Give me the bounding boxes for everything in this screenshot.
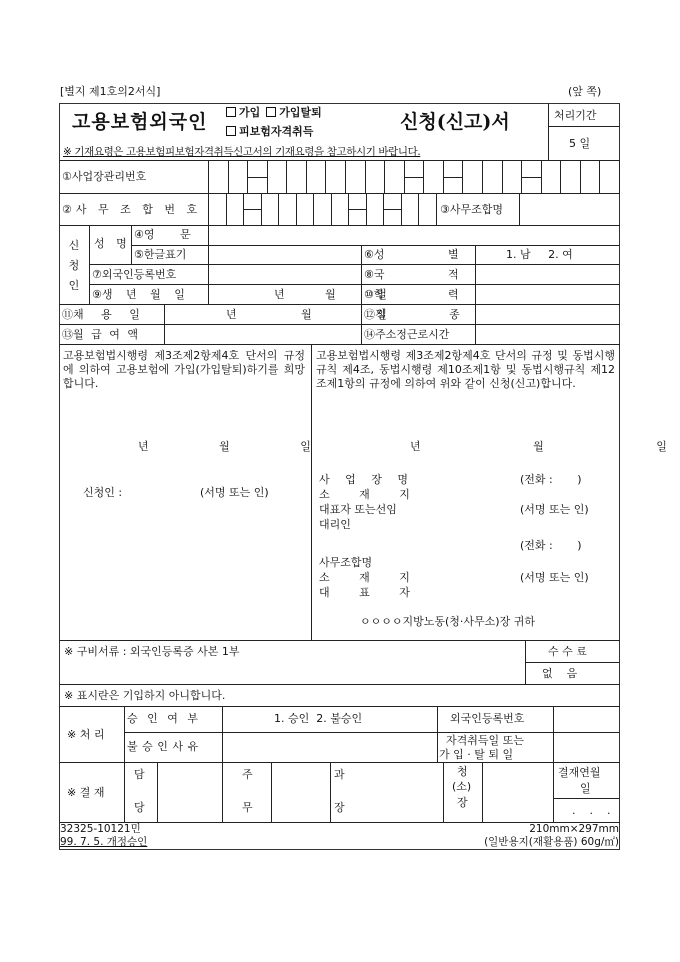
name-english-label: ④영 문 [134, 228, 191, 241]
job-type-label: ⑫직 종 [364, 308, 460, 321]
monthly-wage-label: ⑬월 급 여 액 [62, 328, 138, 341]
paper-size: 210mm×297mm [529, 823, 619, 835]
acquisition-date-input[interactable] [554, 733, 619, 761]
job-type-input[interactable] [476, 305, 619, 323]
right-declaration-date[interactable]: 년 월 일 [410, 440, 667, 453]
digit-box-divider [296, 193, 297, 225]
form-title-left: 고용보험외국인 [72, 111, 208, 133]
digit-separator-dash [521, 177, 541, 178]
role-chief-top: 주 [242, 768, 253, 781]
digit-box-divider [482, 160, 483, 193]
association-name-label: 사무조합명 [319, 556, 373, 569]
name-label: 성 명 [94, 237, 131, 250]
role-chief-bottom: 무 [242, 801, 253, 814]
education-input[interactable] [476, 285, 619, 303]
digit-box-divider [365, 160, 366, 193]
approval-date-label-2: 일 [580, 782, 591, 795]
digit-box-divider [228, 160, 229, 193]
role-director-top: 청 [457, 765, 468, 778]
approval-date-value[interactable]: . . . [572, 804, 611, 817]
processing-label: ※ 처 리 [67, 728, 105, 741]
approval-status-options[interactable]: 1. 승인 2. 불승인 [274, 712, 363, 725]
sex-label: ⑥성 별 [364, 248, 459, 261]
digit-box-divider [580, 160, 581, 193]
digit-separator-dash [443, 177, 463, 178]
digit-separator-dash [404, 177, 424, 178]
form-code: 32325-10121민 [60, 823, 141, 835]
digit-box-divider [366, 193, 367, 225]
approval-status-label: 승 인 여 부 [127, 712, 198, 725]
right-declaration-text: 고용보험법시행령 제3조제2항제4호 단서의 규정 및 동법시행규칙 제4조, 동법시행령 제10조제1항 및 동법시행규칙 제12조제1항의 규정에 의하여 위와 같이 신청(신고)합니다. [316, 349, 615, 390]
digit-box-divider [208, 193, 209, 225]
business-phone-field[interactable]: (전화 : ) [520, 473, 582, 486]
option-acquire-label: 피보험자격취득 [239, 125, 314, 138]
digit-separator-dash [247, 177, 267, 178]
digit-box-divider [226, 193, 227, 225]
digit-box-divider [619, 160, 620, 193]
approval-date-label-1: 결재연월 [558, 766, 601, 779]
office-alien-number-label: 외국인등록번호 [450, 712, 525, 725]
digit-separator-dash [383, 209, 401, 210]
office-use-notice: ※ 표시란은 기입하지 아니합니다. [64, 689, 226, 702]
digit-box-divider [401, 193, 402, 225]
option-join-label: 가입 [239, 106, 261, 119]
alien-registration-input[interactable] [209, 265, 360, 283]
left-declaration-date[interactable]: 년 월 일 [138, 440, 311, 453]
paper-spec: (일반용지(재활용품) 60g/㎡) [484, 836, 619, 848]
rejection-reason-label: 불 승 인 사 유 [127, 740, 199, 753]
role-clerk-top: 담 [134, 768, 145, 781]
nationality-label: ⑧국 적 [364, 268, 459, 281]
digit-box-divider [313, 193, 314, 225]
hire-date-input[interactable]: 년 월 일 [226, 308, 387, 321]
association-rep-label: 대 표 자 [319, 586, 410, 599]
rejection-reason-input[interactable] [223, 733, 436, 761]
checkbox-acquire[interactable] [226, 126, 236, 136]
option-withdraw[interactable] [266, 106, 322, 119]
left-signer-label: 신청인 : [83, 486, 123, 499]
name-korean-label: ⑤한글표기 [134, 248, 187, 261]
representative-label: 대표자 또는선임 [319, 503, 397, 516]
digit-box-divider [560, 160, 561, 193]
association-signature-field[interactable]: (서명 또는 인) [520, 571, 589, 584]
office-alien-number-input[interactable] [554, 707, 619, 731]
option-acquire[interactable] [226, 125, 313, 138]
applicant-label: 신청인 [68, 239, 80, 292]
digit-box-divider [345, 160, 346, 193]
required-documents: ※ 구비서류 : 외국인등록증 사본 1부 [64, 645, 240, 658]
acquisition-date-label-1: 자격취득일 또는 [446, 734, 524, 747]
representative-signature-field[interactable]: (서명 또는 인) [520, 503, 589, 516]
workplace-number-label: ①사업장관리번호 [62, 170, 147, 183]
left-declaration-text: 고용보험법시행령 제3조제2항제4호 단서의 규정에 의하여 고용보험에 가입(가입탈퇴)하기를 희망합니다. [63, 349, 305, 390]
acquisition-date-label-2: 가 입 · 탈 퇴 일 [439, 748, 514, 761]
business-location-label: 소 재 지 [319, 488, 410, 501]
role-director-mid: (소) [452, 780, 472, 793]
checkbox-withdraw[interactable] [266, 107, 276, 117]
digit-separator-dash [348, 209, 366, 210]
option-withdraw-label: 가입탈퇴 [279, 106, 322, 119]
association-location-label: 소 재 지 [319, 571, 410, 584]
digit-box-divider [541, 160, 542, 193]
name-korean-input[interactable] [209, 246, 360, 263]
alien-registration-label: ⑦외국인등록번호 [92, 268, 177, 281]
sex-options[interactable]: 1. 남 2. 여 [506, 248, 573, 261]
digit-box-divider [599, 160, 600, 193]
weekly-hours-input[interactable] [476, 325, 619, 343]
role-manager-top: 과 [334, 768, 345, 781]
digit-box-divider [384, 160, 385, 193]
role-clerk-bottom: 당 [134, 801, 145, 814]
business-name-label: 사 업 장 명 [319, 473, 408, 486]
chief-signature-box[interactable] [272, 763, 329, 821]
revision-approval: 99. 7. 5. 개정승인 [60, 836, 148, 848]
form-reference: [별지 제1호의2서식] [60, 85, 161, 98]
nationality-input[interactable] [476, 265, 619, 283]
digit-box-divider [325, 160, 326, 193]
office-name-label: ③사무조합명 [440, 203, 503, 216]
fee-value: 없 음 [542, 667, 578, 680]
fee-label: 수 수 료 [548, 645, 587, 658]
digit-box-divider [286, 160, 287, 193]
approval-label: ※ 결 재 [67, 786, 105, 799]
office-number-label: ②사 무 조 합 번 호 [62, 203, 202, 216]
digit-box-divider [418, 193, 419, 225]
digit-box-divider [267, 160, 268, 193]
agent-phone-field[interactable]: (전화 : ) [520, 539, 582, 552]
role-manager-bottom: 장 [334, 801, 345, 814]
digit-box-divider [306, 160, 307, 193]
form-title-right: 신청(신고)서 [400, 111, 510, 133]
digit-box-divider [502, 160, 503, 193]
addressee: ㅇㅇㅇㅇ지방노동(청·사무소)장 귀하 [360, 615, 535, 628]
clerk-signature-box[interactable] [158, 763, 221, 821]
option-row-1 [226, 106, 386, 119]
form-instruction-note: ※ 기재요령은 고용보험피보험자격취득신고서의 기재요령을 참고하시기 바랍니다. [63, 146, 421, 158]
option-join[interactable] [226, 106, 260, 119]
monthly-wage-input[interactable] [165, 325, 360, 343]
digit-box-divider [331, 193, 332, 225]
digit-box-divider [278, 193, 279, 225]
weekly-hours-label: ⑭주소정근로시간 [364, 328, 450, 341]
birth-date-label: ⑨생 년 월 일 [92, 288, 185, 301]
birth-date-input[interactable]: 년 월 일 [274, 288, 387, 301]
digit-box-divider [208, 160, 209, 193]
page-side-label: (앞 쪽) [568, 85, 602, 98]
digit-box-divider [261, 193, 262, 225]
processing-period-value: 5 일 [569, 137, 591, 150]
left-signature-field[interactable]: (서명 또는 인) [200, 486, 269, 499]
office-name-input[interactable] [520, 194, 619, 225]
education-label: ⑩학 력 [364, 288, 459, 301]
name-english-input[interactable] [209, 226, 619, 244]
agent-label: 대리인 [319, 518, 351, 531]
role-director-bottom: 장 [457, 796, 468, 809]
digit-separator-dash [243, 209, 261, 210]
processing-period-label: 처리기간 [554, 109, 597, 122]
manager-signature-box[interactable] [348, 763, 442, 821]
hire-date-label: ⑪채 용 일 [62, 308, 140, 321]
director-signature-box[interactable] [483, 763, 552, 821]
checkbox-join[interactable] [226, 107, 236, 117]
